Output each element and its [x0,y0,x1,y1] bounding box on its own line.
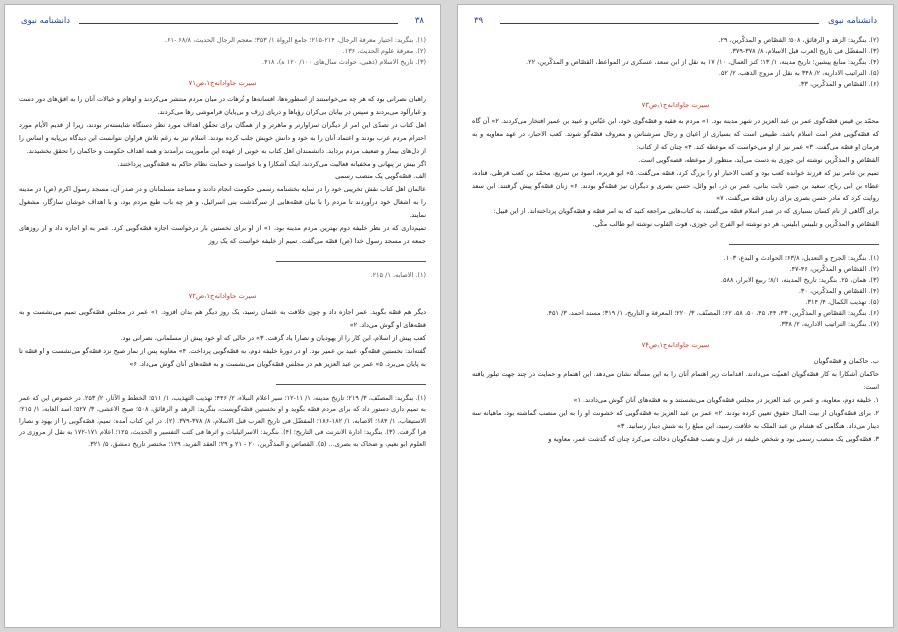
body-paragraph: عالمان اهل کتاب نقش تخریبی خود را در سایه بخشنامه رسمی حکومت انجام دادند و مساجد مسلمانان و در صدر آن، مسجد رسول اکرم (ص) در مدینه را به اشغال خود درآوردند تا مردم را با بیان قصّه‌هایی از سرگذشت بنی اسرائیل، و هر چه باب طبع مردم بود، و با اهداف خوشان سازگار، مشغول نمایند. [19,185,426,220]
body-paragraph: محمّد بن قیس قصّه‌گوی عمر بن عبد العزیز در شهر مدینه بود. ۱» مردم به فقیه و قصّه‌گوی خود، ابن عبّاس و عبید بن عمیر افتخار می‌کردند. ۲» آن گاه که قصّه‌گویی فخر امت اسلام باشد، طبیعی است که بسیاری از اعیان و رجال سرشناس و معروف قصّه‌گو شوند. کعب الاحبار، در عهد معاویه و به فرمان او قصّه می‌گفت. ۳» عمر نیز از او می‌خواست که موعظه کند. ۴» چنان که از کتاب: [472,117,880,151]
section-heading: سیرت جاوادانه‌ج۱،ص۷۲ [188,291,257,300]
body-paragraph: تمیم بن عامر نیز که فرزند خوانده کعب بود و کعب الاحبار او را بزرگ کرد، قصّه می‌گفت. ۵» ابو هریره، اسود بن سریع، محمّد بن کعب قرظی، قتاده، عطاء بن ابی رباح، سعید بن جبیر، ثابت بنانی، عمر بن ذر، ابو وائل، حسن بصری و دیگران نیز قصّه‌گو بودند. ۶» زنان قصّه‌گو پیش گرفتند. ابن سعد روایت کرد که مادر حسن بصری برای زنان قصّه می‌گفت. ۷» [472,168,879,203]
footnote: (۲). معرفة علوم الحدیث، ۱۳۶. [342,47,426,55]
footnote: (۶). بنگرید: القصّاص و المذکّرین، ۴۳، ۴۴، ۴۵، ۵۰، ۵۸، ۶۲؛ المصنّف، ۳/ ۲۲۰؛ المعرفة و التاریخ، ۱/ ۳۱۹؛ مسند احمد، ۳/ ۴۵۱. [546,309,879,318]
subheading: الف. قصّه‌گویی یک منصب رسمی [335,172,426,181]
section-heading: سیرت جاوادانه‌ج۱،ص۷۳ [641,101,710,109]
body-paragraph: اگر بیش تر پنهانی و مخفیانه فعالیت می‌کردند، اینک آشکارا و با خواست و حمایت نظام حاکم به قصّه‌گویی پرداختند. [117,159,426,168]
footnote: (۱). الاصابه، ۱/ ۲۱۵. [370,270,426,279]
body-paragraph: ۲. برای قصّه‌گویان از بیت المال حقوق تعیین کرده بودند. ۲» عمر بن عبد العزیز به قصّه‌گویی که خشونت او را به این منصب گماشته بود، ماهیانه سه دینار می‌داد. هنگامی که هشام بن عبد الملک به خلافت رسید، این مبلغ را به شش دینار رسانید. ۳» [472,408,879,430]
footnote: (۲). القصّاص و المذکّرین، ۴۶-۴۷. [789,265,879,274]
footnote-divider [276,261,426,262]
section-heading: سیرت جاوادانه‌ج۱،ص۷۴ [641,341,710,350]
left-page-header [21,14,424,28]
footnote-block: (۱). بنگرید: المصنّف، ۳/ ۲۱۹؛ تاریخ مدینه، ۱/ ۱۱-۱۲؛ سیر اعلام النبلاء، ۲/ ۴۴۶؛ تهذیب التهذیب، ۱/ ۵۱۱؛ الخطط و الآثار، ۲/ ۲۵۳. در خصوص این که عمر به تمیم داری دستور داد که برای مردم قصّه بگوید و او نخستین قصّه‌گویست، بنگرید: الزهد و الرقائق، ۵۰۸؛ صبح الاعشی، ۳/ ۵۲۷؛ اسد الغابه، ۱/ ۲۱۵؛ الاستیعاب، ۱/ ۱۸۴؛ الاصابه، ۱/ ۱۸۲-۱۸۶؛ المفضّل فی تاریخ العرب قبل الاسلام، ۸/ ۳۷۸-۳۷۹. (۲). در این کتاب آمده: تمیم، قصّه‌گویی را از یهود و نصارا فرا گرفت. (۳). بنگرید: ادارة الانترنت فی التاریخ؛ (۴). بنگرید: الاسرائیلیات و اثرها فی کتب التفسیر و الحدیث، ۱۲۵؛ اعلام ۱۷۱-۱۷۲ به نقل از مروزی در العلوم ابو نعیم، و ضحاک به بصری... (۵). القصاص و المذکّرین، ۲۰ - ۲۱ و ۲۹؛ العقد الفرید، ۱۲۹؛ مختصر تاریخ دمشق، ۵/ ۳۲۱. [19,393,427,448]
footnote: (۳). المفضّل فی تاریخ العرب قبل الاسلام، ۸/ ۳۷۸-۳۷۹. [730,47,879,55]
page-number: ۳۹ [474,16,484,26]
right-page-header [474,14,877,28]
right-page [457,4,894,628]
page-number: ۳۸ [414,16,424,26]
footnote-divider [276,384,426,385]
footnote: (۵). تهذیب الکمال، ۴/ ۳۱۴. [805,298,879,307]
right-page-body [472,35,879,619]
footnote: (۱). بنگرید: اختیار معرفة الرجال، ۲۱۴-۲۱۵؛ جامع الرواة ۱/ ۳۵۳؛ معجم الرجال الحدیث، ۶۸/۸ -۶۱. [164,36,426,44]
footnote: (۳). همان، ۲۵. بنگرید: تاریخ المدینه، ۸/۱؛ ربیع الابرار، ۵۸۸. [720,276,879,285]
body-paragraph: گفته‌اند: نخستین قصّه‌گو، عبید بن عمیر بود. او در دورهٔ خلیفه دوم، به قصّه‌گویی پرداخت. ۴» معاویه پس از نماز صبح نزد قصّه‌گو می‌نشست و او قصّه تا به پایان می‌برد. ۵» عمر بن عبد العزیز هم در مجلس قصّه‌گویان می‌نشست و به قصّه‌های آنان گوش می‌داد. ۶» [19,346,426,368]
footnote: (۳). تاریخ الاسلام (ذهبی، حوادث سال‌های ۱۰۰/ ۱۲۰ ه)، ۴۱۸. [262,58,426,66]
footnote: (۴). بنگرید: منابع پیشین؛ تاریخ مدینه، ۱/ ۱۳؛ کنز العمال، ۱۰/ ۱۷ به نقل از ابن سعد، عسکری در المواعظ، القصّاص و المذکّرین، ۲۲. [526,58,879,66]
footnote: (۵). التراتیب الاداریه، ۲/ ۳۴۸ به نقل از مروج الذهب، ۲/ ۵۲. [718,69,879,77]
body-paragraph: برای آگاهی از نام کسان بسیاری که در صدر اسلام قصّه می‌گفتند، به کتاب‌هایی مراجعه کنید که به امر قصّه و قصّه‌گویان پرداخته‌اند. از این قبیل: [493,207,879,216]
body-paragraph: ۳. قصّه‌گویی یک منصب رسمی بود و شخص خلیفه در عزل و نصب قصّه‌گویان دخالت می‌کرد چنان که گذشت عمر، معاویه و [548,434,879,443]
body-paragraph: اهل کتاب در تصدّی این امر از دیگران سزاوارتر و ماهرتر و از همگان برای تحقّق اهداف مورد نظر دستگاه شایسته‌تر بودند، زیرا از قدیم الأیام مورد احترام مردم عرب بودند و اعتماد آنان را به خود و دانش خویش جلب کرده بودند. اسلام نیز به رغم تلاش فراوان نتوانست این دیدگاه بی‌پایه و اساس را از دل‌های بیمار و ضعیف مردم برداید. دانشمندان اهل کتاب به خوبی از عهده این مأموریت برآمدند و همه اهداف حکومت و حاکمان را تحقق بخشیدند. [19,120,426,155]
running-title: دانشنامه نبوی [21,16,71,26]
subheading: ب. حاکمان و قصّه‌گویان [813,357,879,366]
body-paragraph: حاکمان آشکارا به کار قصّه‌گویان اهمیّت می‌دادند. اقدامات زیر اهتمام آنان را به این مسأله نشان می‌دهد. این اهتمام و حمایت در چند جهت تبلور یافته است: [472,370,879,392]
left-page-body [19,35,426,619]
footnote: (۱). بنگرید: الجرح و التعدیل، ۶۳/۸؛ الحوادث و البدع، ۱۰۳. [723,254,879,263]
left-page [4,4,441,628]
body-paragraph: دیگر هم قصّه بگوید. عمر اجازه داد و چون خلافت به عثمان رسید، یک روز دیگر هم بدان افزود. ۱» عمر در مجلس قصّه‌گویی تمیم می‌نشست و به قصّه‌های او گوش می‌داد. ۲» [19,307,426,329]
footnote: (۲). بنگرید: الزهد و الرقائق، ۵۰۸؛ القصّاص و المذکّرین، ۲۹. [718,36,879,44]
body-paragraph: راهبان نصرانی بود که هر چه می‌خواستند از اسطوره‌ها، افسانه‌ها و تُرهات در میان مردم منتشر می‌کردند و اوهام و خیالات آنان را به افق‌های دور دست و غبارآلود می‌بردند و سپس در بیابان بی‌کران رؤیاها و دریای ژرف و بی‌پایان فراموشی رها می‌کردند. [19,95,426,116]
body-paragraph: القصّاص و المذکّرین و تلبیس ابلیس، هر دو نوشته ابو الفرج ابن جوزی، قوت القلوب نوشته ابو طالب مکّی. [592,220,879,229]
header-rule [500,23,819,24]
body-paragraph: ۱. خلیفه دوم، معاویه، و عمر بن عبد العزیز در مجلس قصّه‌گویان می‌نشستند و به قصّه‌های آنان گوش می‌دادند. ۱» [573,395,879,404]
body-paragraph: تمیم‌داری که در نظر خلیفه دوم بهترین مردم مدینه بود، ۱» از او برای نخستین بار درخواست اجازه قصّه‌گویی کرد. عمر به او اجازه داد و از روزهای جمعه در مسجد رسول خدا (ص) قصّه می‌گفت. تمیم از خلیفه خواست که یک روز [19,224,426,246]
footnote-divider [729,244,879,245]
footnote: (۷). بنگرید: التراتیب الاداریه، ۲/ ۳۳۸. [779,320,879,329]
running-title: دانشنامه نبوی [827,16,877,26]
section-heading: سیرت جاوادانه‌ج۱،ص۷۱ [188,79,257,87]
body-paragraph: کعب پیش از اسلام، این کار را از یهودیان و نصارا یاد گرفت. ۳» در حالی که او خود پیش از مسلمانی، نصرانی بود. [120,333,426,342]
header-rule [79,23,398,24]
footnote: (۶). القصّاص و المذکّرین، ۳۳. [798,80,879,88]
footnote: (۴). القصّاص و المذکّرین، ۳۰. [798,287,879,296]
body-paragraph: القصّاص و المذکّرین نوشته ابن جوزی به دست می‌آید، منظور از موعظه، قصه‌گویی است. [638,155,879,164]
